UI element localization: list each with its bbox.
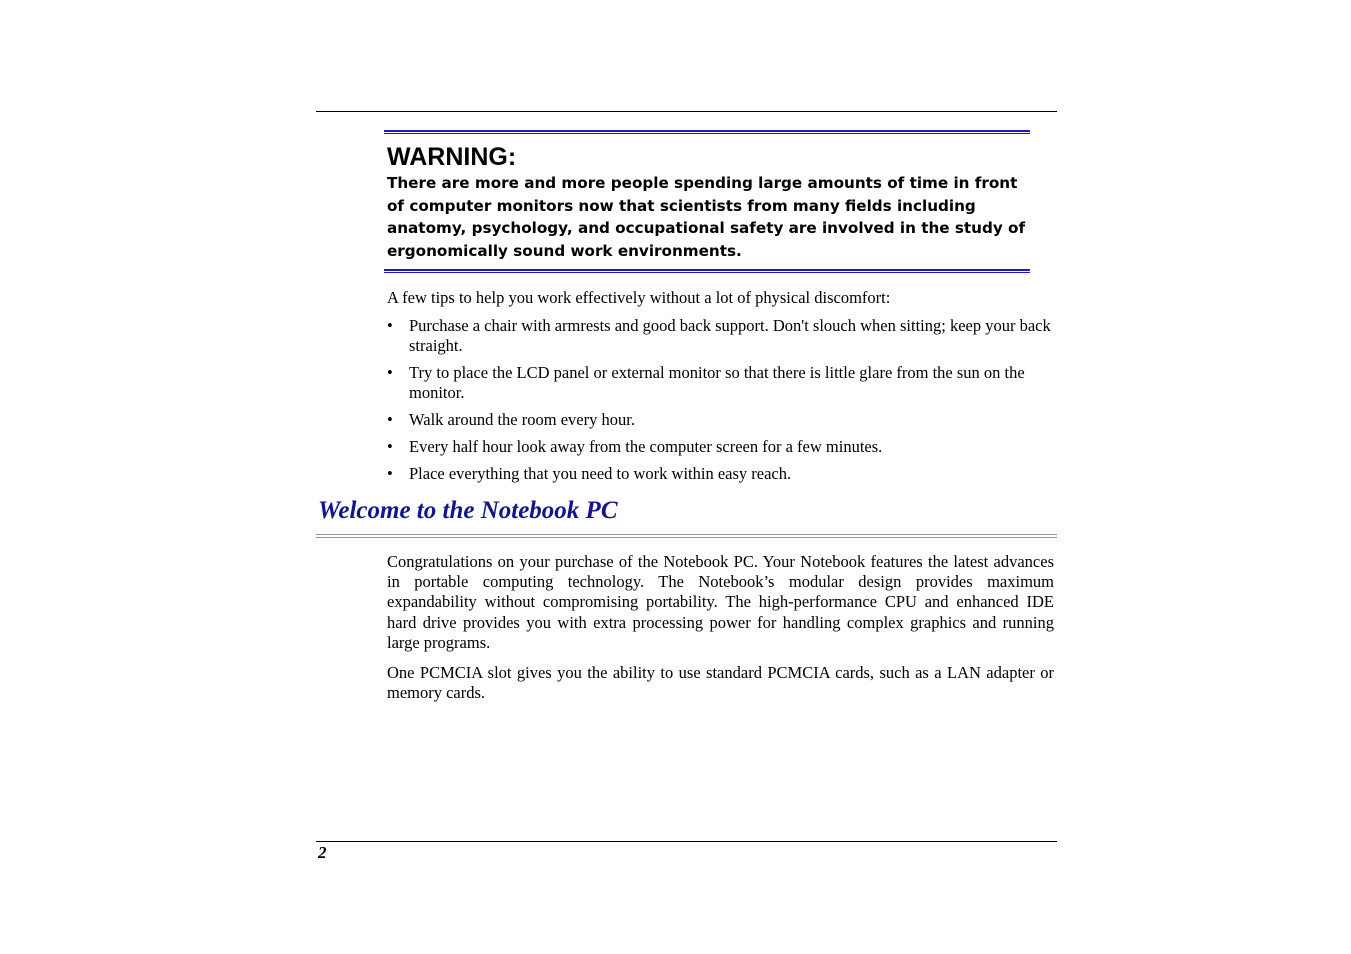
footer-rule [316, 841, 1057, 842]
section-rule [316, 534, 1057, 538]
bullet-icon: • [387, 464, 393, 483]
bullet-icon: • [387, 316, 393, 335]
tip-text: Purchase a chair with armrests and good back support. Don't slouch when sitting; keep your back straight. [409, 316, 1051, 355]
section-title: Welcome to the Notebook PC [318, 497, 618, 524]
section-body [387, 552, 1054, 713]
warning-top-rule-thin [384, 133, 1030, 134]
list-item [387, 410, 1057, 430]
header-rule [316, 111, 1057, 112]
warning-title: WARNING: [387, 143, 517, 171]
list-item [387, 316, 1057, 356]
warning-box [387, 142, 1032, 263]
tip-text: Try to place the LCD panel or external monitor so that there is little glare from the sun on the monitor. [409, 363, 1025, 402]
tip-text: Every half hour look away from the computer screen for a few minutes. [409, 437, 883, 456]
bullet-icon: • [387, 363, 393, 382]
body-paragraph: One PCMCIA slot gives you the ability to use standard PCMCIA cards, such as a LAN adapter or memory cards. [387, 663, 1054, 703]
list-item [387, 464, 1057, 484]
tip-text: Place everything that you need to work within easy reach. [409, 464, 792, 483]
body-paragraph: Congratulations on your purchase of the Notebook PC. Your Notebook features the latest advances in portable computing technology. The Notebook’s modular design provides maximum expandability without compromising portability. The high-performance CPU and enhanced IDE hard drive provides you with extra processing power for handling complex graphics and running large programs. [387, 552, 1054, 652]
warning-top-rule [384, 130, 1030, 132]
warning-bottom-rule-thin [384, 272, 1030, 273]
page-number: 2 [318, 843, 327, 862]
bullet-icon: • [387, 410, 393, 429]
warning-bottom-rule [384, 269, 1030, 271]
bullet-icon: • [387, 437, 393, 456]
list-item [387, 363, 1057, 403]
tips-list [387, 316, 1057, 491]
tips-intro: A few tips to help you work effectively without a lot of physical discomfort: [387, 288, 891, 307]
list-item [387, 437, 1057, 457]
tip-text: Walk around the room every hour. [409, 410, 635, 429]
warning-text: There are more and more people spending large amounts of time in front of computer monitors now that scientists from many fields including anatomy, psychology, and occupational safety are involved in the study of ergonomically sound work environments. [387, 174, 1026, 261]
